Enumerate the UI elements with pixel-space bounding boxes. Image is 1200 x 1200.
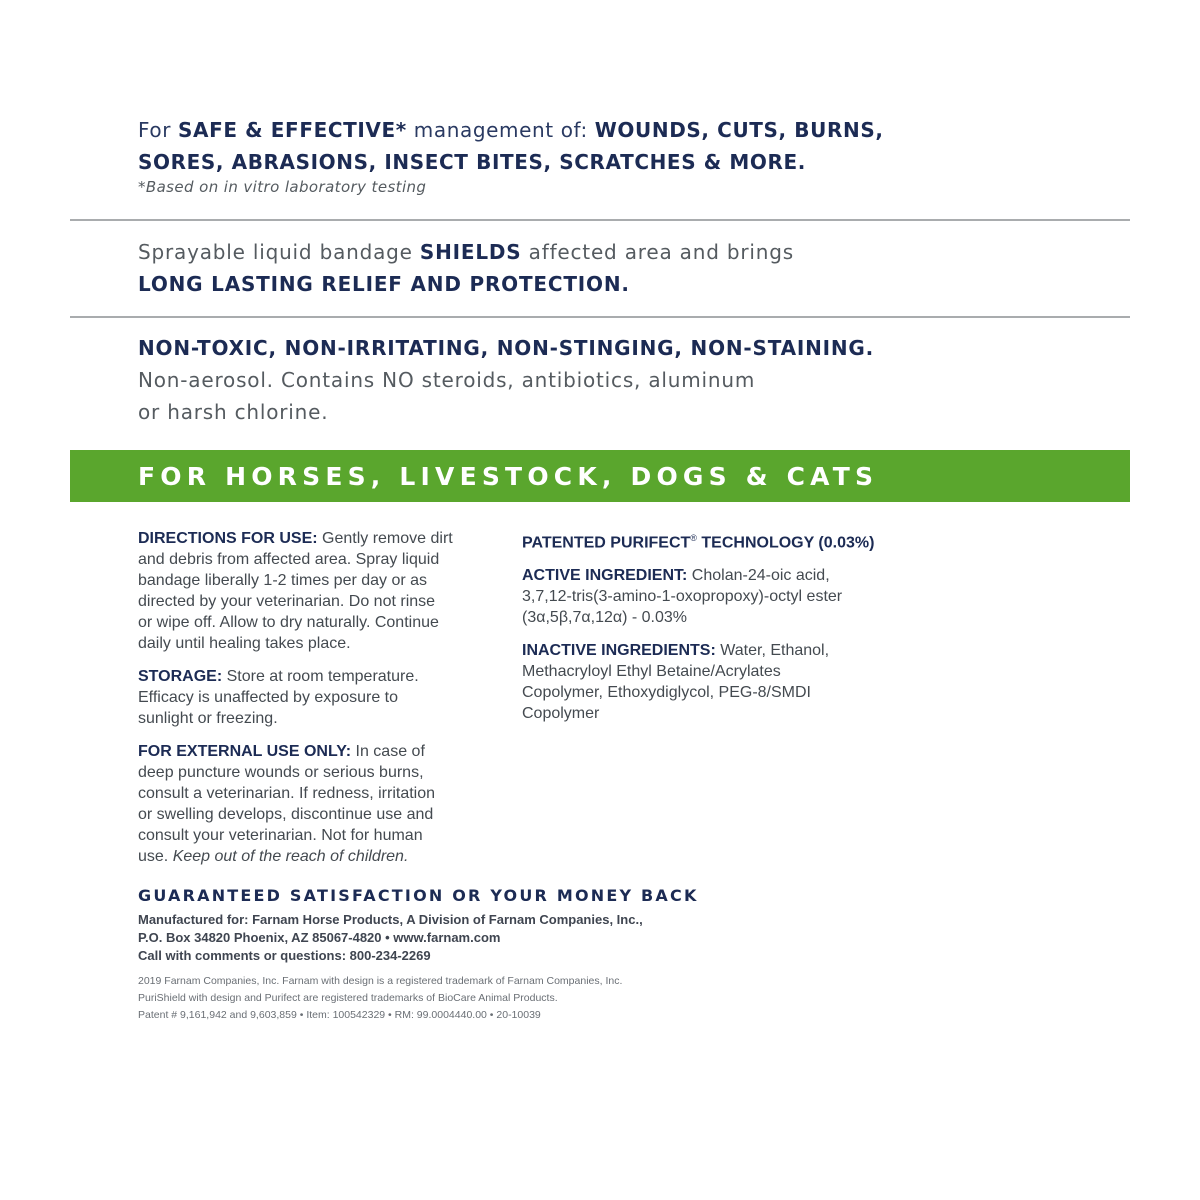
manufacturer-info xyxy=(138,911,1038,965)
bandage-section xyxy=(138,236,1138,300)
inactive-ingredients-text: Copolymer, Ethoxydiglycol, PEG-8/SMDI xyxy=(522,684,811,702)
patented-label: PATENTED PURIFECT xyxy=(522,534,691,552)
inactive-ingredients-text: Methacryloyl Ethyl Betaine/Acrylates xyxy=(522,663,781,681)
external-use-text: deep puncture wounds or serious burns, xyxy=(138,764,424,781)
legal-line: Patent # 9,161,942 and 9,603,859 • Item: 100542329 • RM: 99.0004440.00 • 20-10039 xyxy=(138,1009,541,1021)
active-ingredient-label: ACTIVE INGREDIENT: xyxy=(522,567,688,585)
nontoxic-section xyxy=(138,332,1138,428)
nontoxic-line-2: Non-aerosol. Contains NO steroids, antibiotics, aluminum xyxy=(138,368,756,392)
contact-line: Call with comments or questions: 800-234-2269 xyxy=(138,948,431,963)
external-use-text: consult your veterinarian. Not for human xyxy=(138,827,423,844)
bandage-text: affected area and brings xyxy=(521,240,794,264)
active-ingredient-text: 3,7,12-tris(3-amino-1-oxopropoxy)-octyl ester xyxy=(522,588,843,606)
directions-text: Gently remove dirt xyxy=(317,530,453,547)
storage-paragraph xyxy=(138,666,498,729)
manufacturer-line: Manufactured for: Farnam Horse Products, A Division of Farnam Companies, Inc., xyxy=(138,912,643,927)
directions-text: directed by your veterinarian. Do not rinse xyxy=(138,593,436,610)
external-use-text: consult a veterinarian. If redness, irritation xyxy=(138,785,436,802)
directions-paragraph xyxy=(138,528,498,654)
address-line: P.O. Box 34820 Phoenix, AZ 85067-4820 • www.farnam.com xyxy=(138,930,501,945)
patented-label: TECHNOLOGY (0.03%) xyxy=(696,534,875,552)
active-ingredient-text: Cholan-24-oic acid, xyxy=(687,567,830,585)
footnote: *Based on in vitro laboratory testing xyxy=(138,178,427,196)
intro-line-2: SORES, ABRASIONS, INSECT BITES, SCRATCHES & MORE. xyxy=(138,150,806,174)
legal-notice xyxy=(138,973,1038,1024)
inactive-ingredients-paragraph xyxy=(522,640,902,724)
left-column xyxy=(138,528,498,879)
active-ingredient-text: (3α,5β,7α,12α) - 0.03% xyxy=(522,609,688,627)
external-use-text: or swelling develops, discontinue use and xyxy=(138,806,434,823)
intro-text: management of: xyxy=(406,118,595,142)
inactive-ingredients-label: INACTIVE INGREDIENTS: xyxy=(522,642,716,660)
intro-line-1 xyxy=(138,114,1138,146)
legal-line: PuriShield with design and Purifect are registered trademarks of BioCare Animal Products. xyxy=(138,992,558,1004)
registered-mark: ® xyxy=(690,533,697,543)
guarantee-heading: GUARANTEED SATISFACTION OR YOUR MONEY BACK xyxy=(138,886,699,905)
bandage-text: Sprayable liquid bandage xyxy=(138,240,420,264)
inactive-ingredients-text: Copolymer xyxy=(522,705,600,723)
external-use-paragraph xyxy=(138,741,498,867)
safe-effective-emphasis: SAFE & EFFECTIVE* xyxy=(178,118,407,142)
species-banner xyxy=(70,450,1130,502)
storage-label: STORAGE: xyxy=(138,668,223,685)
directions-text: and debris from affected area. Spray liquid xyxy=(138,551,440,568)
directions-label: DIRECTIONS FOR USE: xyxy=(138,530,318,547)
nontoxic-heading: NON-TOXIC, NON-IRRITATING, NON-STINGING, NON-STAINING. xyxy=(138,336,875,360)
child-warning: Keep out of the reach of children. xyxy=(172,848,409,865)
active-ingredient-paragraph xyxy=(522,565,902,628)
conditions-list: WOUNDS, CUTS, BURNS, xyxy=(594,118,884,142)
storage-text: Store at room temperature. xyxy=(222,668,419,685)
external-use-text: use. xyxy=(138,848,173,865)
directions-text: or wipe off. Allow to dry naturally. Continue xyxy=(138,614,439,631)
footer xyxy=(138,886,1038,1024)
directions-text: daily until healing takes place. xyxy=(138,635,351,652)
right-column xyxy=(522,528,902,736)
storage-text: sunlight or freezing. xyxy=(138,710,278,727)
divider xyxy=(70,219,1130,221)
storage-text: Efficacy is unaffected by exposure to xyxy=(138,689,399,706)
bandage-line-2: LONG LASTING RELIEF AND PROTECTION. xyxy=(138,272,630,296)
divider xyxy=(70,316,1130,318)
bandage-line-1 xyxy=(138,236,1138,268)
external-use-label: FOR EXTERNAL USE ONLY: xyxy=(138,743,352,760)
intro-section xyxy=(138,114,1138,196)
external-use-text: In case of xyxy=(351,743,425,760)
nontoxic-line-3: or harsh chlorine. xyxy=(138,400,329,424)
directions-text: bandage liberally 1-2 times per day or as xyxy=(138,572,428,589)
intro-text: For xyxy=(138,118,179,142)
species-banner-text: FOR HORSES, LIVESTOCK, DOGS & CATS xyxy=(138,462,879,491)
legal-line: 2019 Farnam Companies, Inc. Farnam with design is a registered trademark of Farnam Companies, Inc. xyxy=(138,975,623,987)
inactive-ingredients-text: Water, Ethanol, xyxy=(715,642,830,660)
patented-technology xyxy=(522,528,902,553)
shields-emphasis: SHIELDS xyxy=(419,240,522,264)
